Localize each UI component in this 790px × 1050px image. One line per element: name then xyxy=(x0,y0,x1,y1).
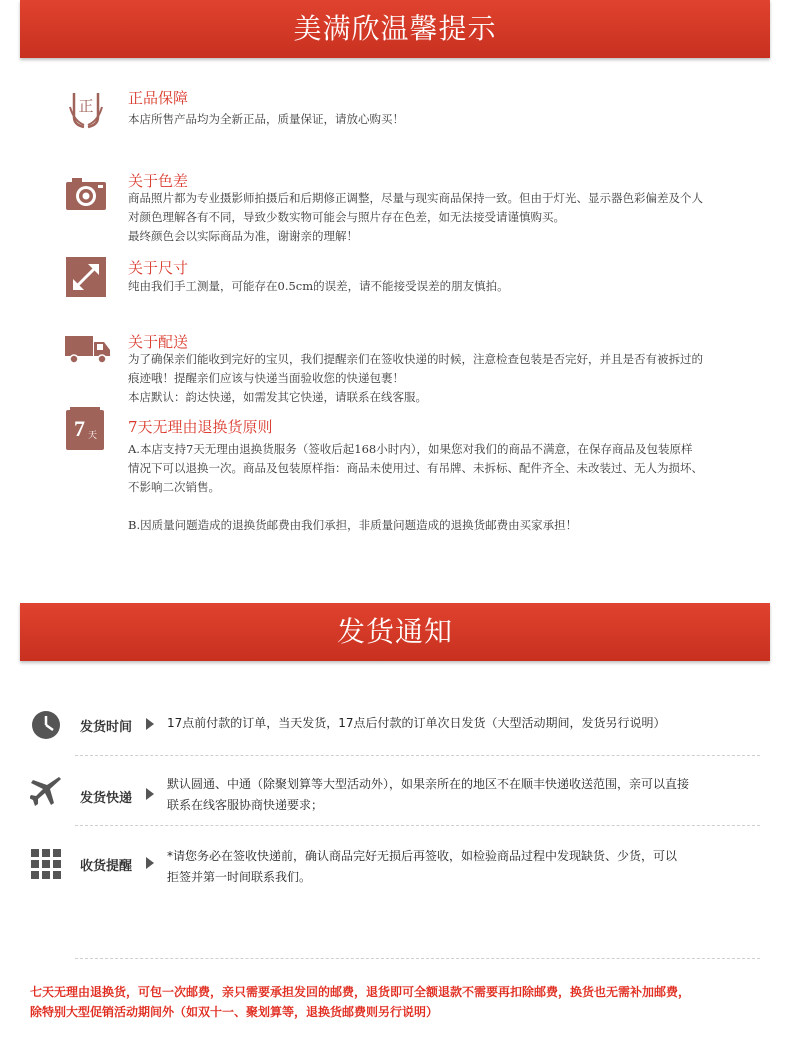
arrow-right-icon xyxy=(146,788,154,800)
grid-icon xyxy=(30,848,62,880)
camera-icon xyxy=(64,172,108,216)
section-body: 纯由我们手工测量，可能存在0.5cm的误差，请不能接受误差的朋友慎拍。 xyxy=(128,279,509,293)
resize-arrow-icon xyxy=(64,255,108,299)
section-body: 商品照片都为专业摄影师拍摄后和后期修正调整，尽量与现实商品保持一致。但由于灯光、显示器色彩偏差及个人 对颜色理解各有不同，导致少数实物可能会与照片存在色差，如无法接受请谨慎购买。 最终颜色会以实际商品为准，谢谢亲的理解！ xyxy=(128,191,703,243)
clock-icon xyxy=(30,709,62,741)
row-text: 默认圆通、中通（除聚划算等大型活动外），如果亲所在的地区不在顺丰快递收送范围，亲可以直接 联系在线客服协商快递要求； xyxy=(167,777,690,812)
shipping-banner-title: 发货通知 xyxy=(336,615,453,648)
airplane-icon xyxy=(30,775,62,807)
notice-banner-title: 美满欣温馨提示 xyxy=(293,12,497,45)
section-title: 正品保障 xyxy=(128,89,189,107)
svg-text:正: 正 xyxy=(78,97,94,115)
row-text: *请您务必在签收快递前，确认商品完好无损后再签收，如检验商品过程中发现缺货、少货，可以 拒签并第一时间联系我们。 xyxy=(167,849,678,884)
return-shipping-note: 七天无理由退换货，可包一次邮费，亲只需要承担发回的邮费，退货即可全额退款不需要再扣除邮费，换货也无需补加邮费， 除特别大型促销活动期间外（如双十一、聚划算等，退换货邮费则另行说明） xyxy=(30,985,691,1019)
row-label: 发货快递 xyxy=(80,791,133,806)
divider xyxy=(75,958,760,959)
section-title: 7天无理由退换货原则 xyxy=(128,418,273,436)
genuine-hands-icon xyxy=(64,87,108,131)
row-label: 收货提醒 xyxy=(80,859,133,874)
section-body: A.本店支持7天无理由退换货服务（签收后起168小时内），如果您对我们的商品不满意，在保存商品及包装原样 情况下可以退换一次。商品及包装原样指：商品未使用过、有吊牌、未拆标、配件齐全、未改装过、无人为损坏、 不影响二次销售。 B.因质量问题造成的退换货邮费由我们承担，非质量问题造成的退换货邮费由买家承担！ xyxy=(128,442,703,532)
section-body: 本店所售产品均为全新正品，质量保证，请放心购买！ xyxy=(128,112,404,126)
row-text: 17点前付款的订单，当天发货，17点后付款的订单次日发货（大型活动期间，发货另行说明） xyxy=(167,716,666,730)
arrow-right-icon xyxy=(146,857,154,869)
section-title: 关于色差 xyxy=(128,172,189,190)
section-title: 关于尺寸 xyxy=(128,259,189,277)
delivery-truck-icon xyxy=(64,330,112,374)
shipping-banner xyxy=(20,603,770,661)
divider xyxy=(75,755,760,756)
arrow-right-icon xyxy=(146,718,154,730)
divider xyxy=(75,825,760,826)
section-body: 为了确保亲们能收到完好的宝贝，我们提醒亲们在签收快递的时候，注意检查包装是否完好，并且是否有被拆过的 痕迹哦！提醒亲们应该与快递当面验收您的快递包裹！ 本店默认：韵达快递，如需发其它快递，请联系在线客服。 xyxy=(128,352,703,404)
notice-banner xyxy=(20,0,770,58)
seven-day-calendar-icon: 7 天 xyxy=(66,410,104,450)
section-title: 关于配送 xyxy=(128,333,189,351)
row-label: 发货时间 xyxy=(80,720,133,735)
